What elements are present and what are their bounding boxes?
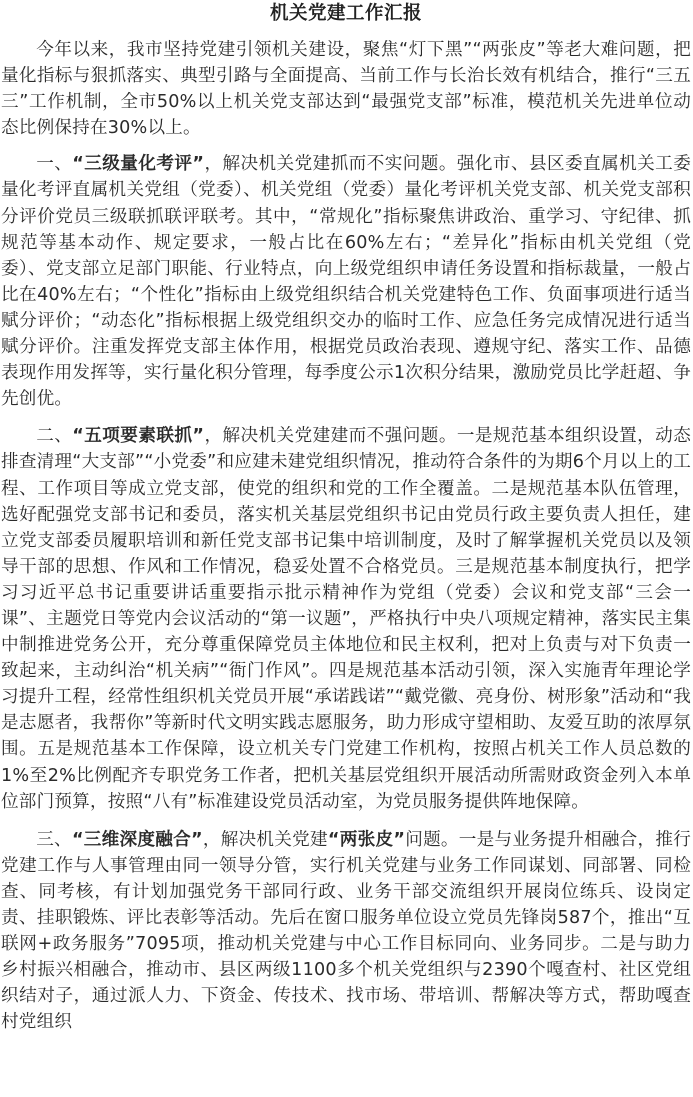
section-3-number: 三、 [36,829,72,850]
section-2-paragraph [1,423,691,814]
document-title: 机关党建工作汇报 [269,3,422,24]
section-3-heading-2: “两张皮” [327,829,406,850]
section-2-number: 二、 [36,426,73,447]
section-2-body: ，解决机关党建建而不强问题。一是规范基本组织设置，动态排查清理“大支部”“小党委”和应建未建党组织情况，推动符合条件的为期6个月以上的工程、工作项目等成立党支部，使党的组织和党的工作全覆盖。二是规范基本队伍管理，选好配强党支部书记和委员，落实机关基层党组织书记由党员行政主要负责人担任，建立党支部委员履职培训和新任党支部书记集中培训制度，及时了解掌握机关党员以及领导干部的思想、作风和工作情况，稳妥处置不合格党员。三是规范基本制度执行，把学习习近平总书记重要讲话重要指示批示精神作为党组（党委）会议和党支部“三会一课”、主题党日等党内会议活动的“第一议题”，严格执行中央八项规定精神，落实民主集中制推进党务公开，充分尊重保障党员主体地位和民主权利，把对上负责与对下负责一致起来，主动纠治“机关病”“衙门作风”。四是规范基本活动引领，深入实施青年理论学习提升工程，经常性组织机关党员开展“承诺践诺”“戴党徽、亮身份、树形象”活动和“我是志愿者，我帮你”等新时代文明实践志愿服务，助力形成守望相助、友爱互助的浓厚氛围。五是规范基本工作保障，设立机关专门党建工作机构，按照占机关工作人员总数的1%至2%比例配齐专职党务工作者，把机关基层党组织开展活动所需财政资金列入本单位部门预算，按照“八有”标准建设党员活动室，为党员服务提供阵地保障。 [1,426,692,812]
section-2-heading: “五项要素联抓” [72,426,205,447]
section-3-mid: ，解决机关党建 [202,829,328,850]
section-1-heading: “三级量化考评” [72,154,205,175]
section-1-body: ，解决机关党建抓而不实问题。强化市、县区委直属机关工委量化考评直属机关党组（党委）、机关党组（党委）量化考评机关党支部、机关党支部积分评价党员三级联抓联评联考。其中，“常规化”指标聚焦讲政治、重学习、守纪律、抓规范等基本动作、规定要求，一般占比在60%左右；“差异化”指标由机关党组（党委）、党支部立足部门职能、行业特点，向上级党组织申请任务设置和指标裁量，一般占比在40%左右；“个性化”指标由上级党组织结合机关党建特色工作、负面事项进行适当赋分评价；“动态化”指标根据上级党组织交办的临时工作、应急任务完成情况进行适当赋分评价。注重发挥党支部主体作用，根据党员政治表现、遵规守纪、落实工作、品德表现作用发挥等，实行量化积分管理，每季度公示1次积分结果，激励党员比学赶超、争先创优。 [1,154,692,410]
section-1-number: 一、 [36,154,73,175]
intro-paragraph: 今年以来，我市坚持党建引领机关建设，聚焦“灯下黑”“两张皮”等老大难问题，把量化指标与狠抓落实、典型引路与全面提高、当前工作与长治长效有机结合，推行“三五三”工作机制，全市50%以上机关党支部达到“最强党支部”标准，模范机关先进单位动态比例保持在30%以上。 [1,40,691,139]
section-3-heading: “三维深度融合” [71,829,203,850]
section-1-paragraph [1,151,691,412]
section-3-body: 问题。一是与业务提升相融合，推行党建工作与人事管理由同一领导分管，实行机关党建与业务工作同谋划、同部署、同检查、同考核，有计划加强党务干部同行政、业务干部交流组织开展岗位练兵、设岗定责、挂职锻炼、评比表彰等活动。先后在窗口服务单位设立党员先锋岗587个，推出“互联网+政务服务”7095项，推动机关党建与中心工作目标同向、业务同步。二是与助力乡村振兴相融合，推动市、县区两级1100多个机关党组织与2390个嘎查村、社区党组织结对子，通过派人力、下资金、传技术、找市场、带培训、帮解决等方式，帮助嘎查村党组织 [1,829,692,1033]
section-3-paragraph [1,827,691,1036]
